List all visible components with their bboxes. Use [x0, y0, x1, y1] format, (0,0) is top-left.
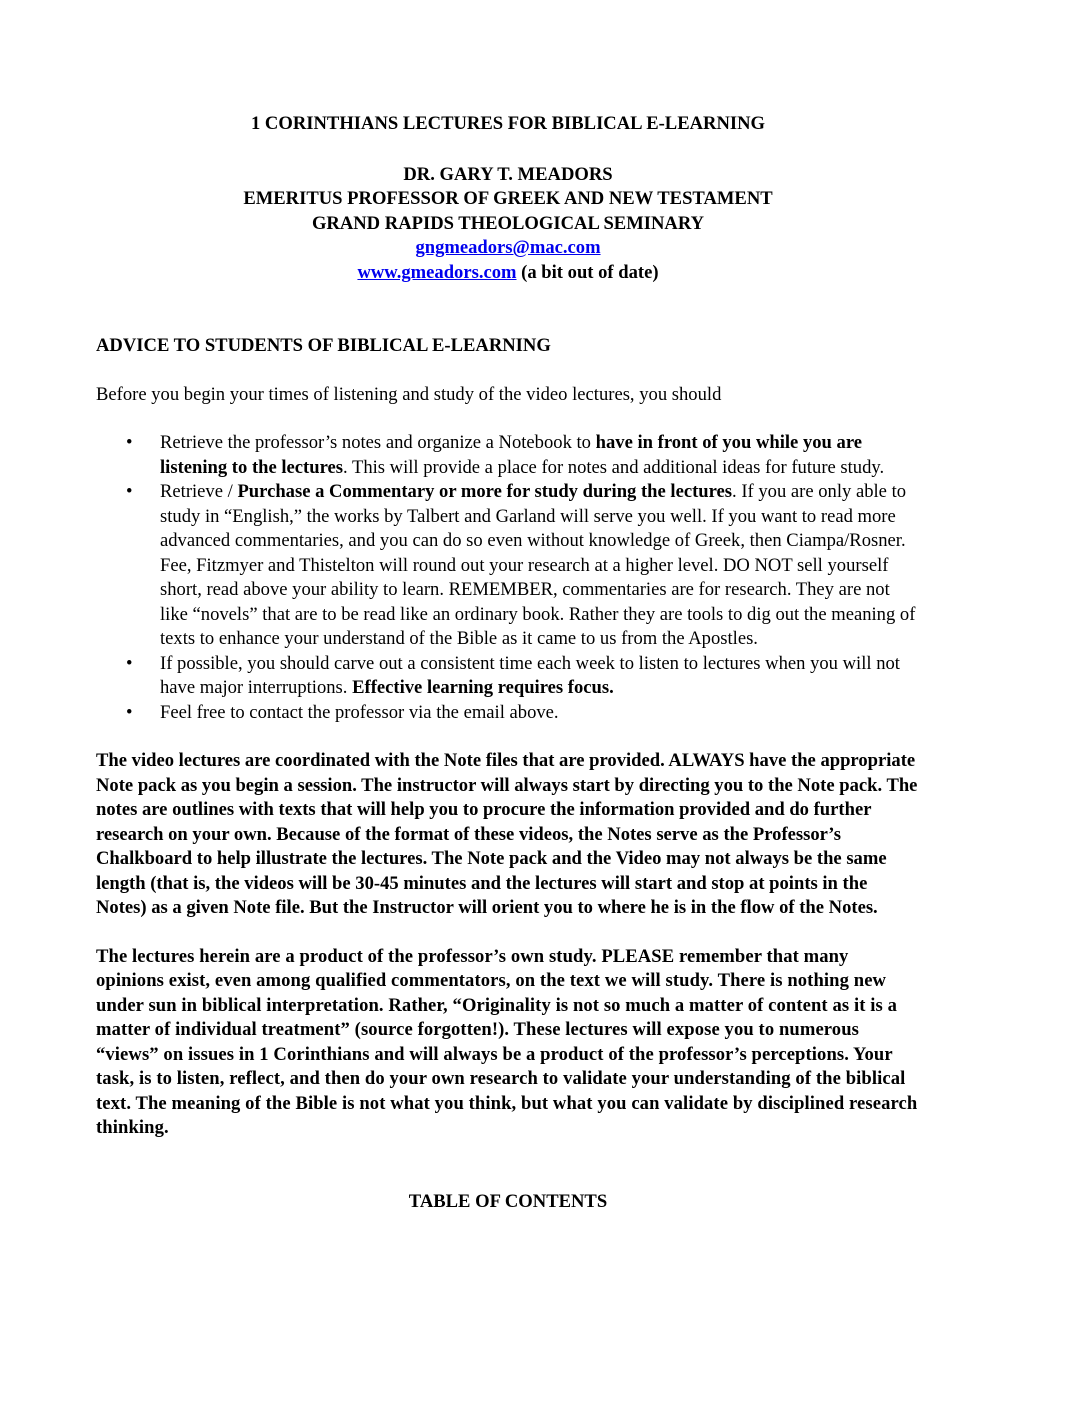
- author-position: EMERITUS PROFESSOR OF GREEK AND NEW TESTAMENT: [243, 188, 773, 209]
- list-item-text: . This will provide a place for notes and additional ideas for future study.: [343, 456, 885, 478]
- list-item: [96, 431, 920, 480]
- list-item-emphasis: have in front of you while you are listening to the lectures: [160, 432, 862, 478]
- bullet-icon: •: [126, 652, 133, 674]
- author-block: [96, 163, 920, 286]
- list-item: [96, 652, 920, 701]
- email-link[interactable]: gngmeadors@mac.com: [415, 237, 601, 258]
- video-notes-paragraph: The video lectures are coordinated with the Note files that are provided. ALWAYS have the appropriate Note pack as you begin a session. The instructor will always start by directing you to the Note pack. The notes are outlines with texts that will help you to procure the information provided and do further research on your own. Because of the format of these videos, the Notes serve as the Professor’s Chalkboard to help illustrate the lectures. The Note pack and the Video may not always be the same length (that is, the videos will be 30-45 minutes and the lectures will start and stop at points in the Notes) as a given Note file. But the Instructor will orient you to where he is in the flow of the Notes.: [96, 750, 918, 918]
- list-item-text: If possible, you should carve out a consistent time each week to listen to lectures when you will not have major interruptions.: [160, 652, 900, 698]
- list-item-text: . If you are only able to study in “English,” the works by Talbert and Garland will serve you well. If you want to read more advanced commentaries, and you can do so even without knowledge of Greek, then Ciampa/Rosner. Fee, Fitzmyer and Thistelton will round out your research at a higher level. DO NOT sell yourself short, read above your ability to learn. REMEMBER, commentaries are for research. They are not like “novels” that are to be read like an ordinary book. Rather they are tools to dig out the meaning of texts to enhance your understand of the Bible as it came to us from the Apostles.: [160, 481, 916, 649]
- website-line: [96, 261, 920, 286]
- advice-heading: ADVICE TO STUDENTS OF BIBLICAL E-LEARNING: [96, 335, 551, 356]
- bullet-icon: •: [126, 432, 133, 453]
- toc-heading: TABLE OF CONTENTS: [408, 1190, 608, 1212]
- website-link[interactable]: www.gmeadors.com: [357, 261, 517, 283]
- document-page: [96, 112, 920, 1214]
- author-name: DR. GARY T. MEADORS: [403, 163, 613, 185]
- list-item-emphasis: Purchase a Commentary or more for study during the lectures: [237, 481, 733, 502]
- bullet-icon: •: [126, 701, 133, 723]
- email-line: [96, 236, 920, 261]
- list-item: [96, 480, 920, 652]
- website-note: (a bit out of date): [516, 261, 659, 283]
- lectures-product-paragraph: The lectures herein are a product of the professor’s own study. PLEASE remember that many opinions exist, even among qualified commentators, on the text we will study. There is nothing new under sun in biblical interpretation. Rather, “Originality is not so much a matter of content as it is a matter of individual treatment” (source forgotten!). These lectures will expose you to numerous “views” on issues in 1 Corinthians and will always be a product of the professor’s perceptions. Your task, is to listen, reflect, and then do your own research to validate your understanding of the biblical text. The meaning of the Bible is not what you think, but what you can validate by disciplined research thinking.: [96, 945, 918, 1138]
- author-institution: GRAND RAPIDS THEOLOGICAL SEMINARY: [311, 212, 705, 234]
- list-item-emphasis: Effective learning requires focus.: [352, 677, 614, 698]
- advice-list: [96, 431, 920, 725]
- advice-intro: Before you begin your times of listening and study of the video lectures, you should: [96, 383, 722, 405]
- list-item-text: Feel free to contact the professor via the email above.: [160, 701, 559, 723]
- bullet-icon: •: [126, 481, 133, 502]
- list-item: [96, 701, 920, 726]
- list-item-text: Retrieve the professor’s notes and organize a Notebook to: [160, 432, 596, 453]
- list-item-text: Retrieve /: [160, 481, 238, 502]
- document-title: 1 CORINTHIANS LECTURES FOR BIBLICAL E-LEARNING: [250, 113, 765, 134]
